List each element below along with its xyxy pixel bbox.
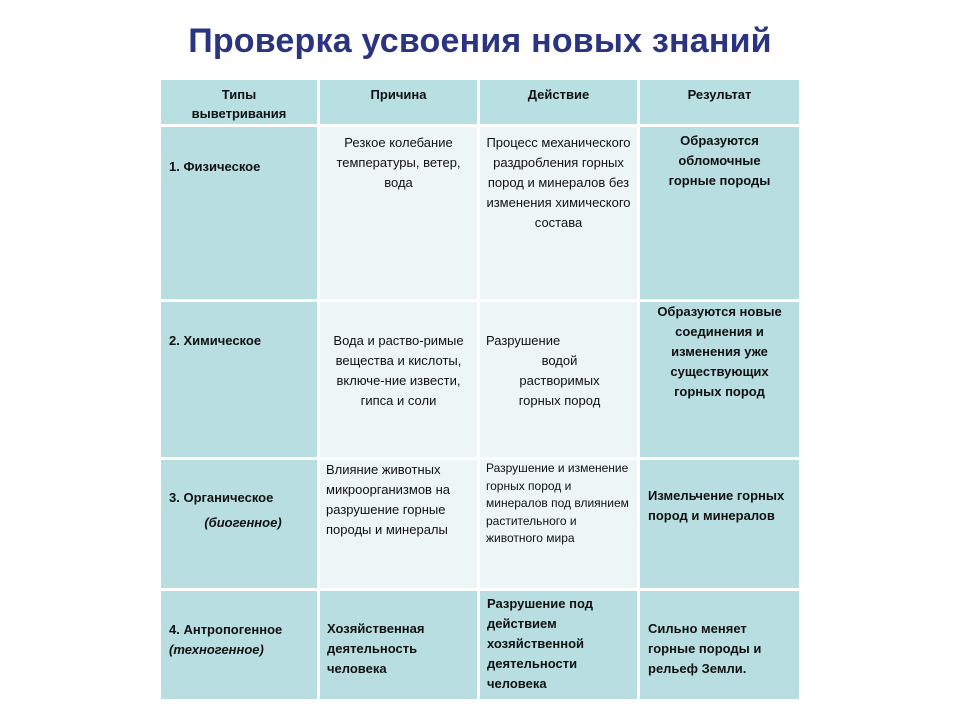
action-cell: Процесс механического раздробления горных пород и минералов без изменения химического состава [480, 127, 637, 299]
table-row [161, 591, 799, 699]
type-cell [161, 302, 317, 457]
result-cell: Образуются новые соединения и изменения уже существующих горных пород [640, 302, 799, 457]
type-sublabel: (техногенное) [169, 642, 264, 657]
header-cause: Причина [320, 80, 477, 124]
header-weathering-types: Типы выветривания [161, 80, 317, 124]
header-action: Действие [480, 80, 637, 124]
type-cell [161, 127, 317, 299]
result-cell: Сильно меняет горные породы и рельеф Земли. [640, 591, 799, 699]
action-cell [480, 302, 637, 457]
result-cell: Образуются обломочные горные породы [640, 127, 799, 299]
type-label: 3. Органическое [169, 490, 274, 505]
header-result: Результат [640, 80, 799, 124]
type-cell [161, 591, 317, 699]
page-title: Проверка усвоения новых знаний [188, 22, 772, 60]
result-cell: Измельчение горных пород и минералов [640, 460, 799, 588]
type-label: 4. Антропогенное [169, 622, 283, 637]
weathering-table [161, 80, 799, 702]
table-row [161, 302, 799, 457]
type-sublabel: (биогенное) [204, 515, 282, 530]
cause-cell: Хозяйственная деятельность человека [320, 591, 477, 699]
cause-cell: Вода и раство-римые вещества и кислоты, включе-ние извести, гипса и соли [320, 302, 477, 457]
action-cell: Разрушение и изменение горных пород и минералов под влиянием растительного и животного мира [480, 460, 637, 588]
cause-cell: Влияние животных микроорганизмов на разрушение горные породы и минералы [320, 460, 477, 588]
action-cell: Разрушение под действием хозяйственной деятельности человека [480, 591, 637, 699]
cause-cell: Резкое колебание температуры, ветер, вода [320, 127, 477, 299]
type-label: 1. Физическое [169, 159, 261, 174]
table-header-row [161, 80, 799, 124]
type-cell [161, 460, 317, 588]
table-row [161, 127, 799, 299]
action-text-line: Разрушение [486, 333, 561, 348]
type-label: 2. Химическое [169, 333, 262, 348]
table-row [161, 460, 799, 588]
action-text-rest: водой растворимых горных пород [518, 353, 601, 408]
